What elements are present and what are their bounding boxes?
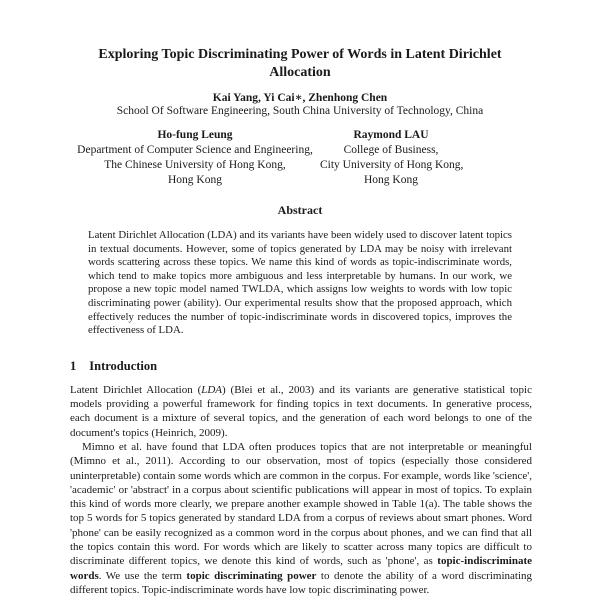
author-affiliation-line: The Chinese University of Hong Kong, xyxy=(104,159,286,171)
author-block-leung xyxy=(70,128,320,188)
author-block-lau xyxy=(320,128,462,188)
author-affiliation-line: College of Business, xyxy=(343,144,439,156)
author-affiliation-line: City University of Hong Kong, xyxy=(320,159,464,171)
affiliation-line: School Of Software Engineering, South China University of Technology, China xyxy=(116,105,484,117)
abstract-text: Latent Dirichlet Allocation (LDA) and its variants have been widely used to discover latent topics in textual documents. However, some of topics generated by LDA may be noisy with irrelevant words scattering across these topics. We name this kind of words as topic-indiscriminate words, which tend to make topics more ambiguous and less interpretable by humans. In our work, we propose a new topic model named TWLDA, which assigns low weights to words with low topic discriminating power (ability). Our experimental results show that the proposed approach, which effectively reduces the number of topic-indiscriminate words in discovered topics, improves the effectiveness of LDA. xyxy=(88,229,512,337)
author-name: Ho-fung Leung xyxy=(157,129,233,141)
author-affiliation-line: Hong Kong xyxy=(168,174,222,186)
section-heading-introduction xyxy=(70,359,600,374)
introduction-body xyxy=(70,383,532,597)
introduction-paragraph-1: Latent Dirichlet Allocation (LDA) (Blei et al., 2003) and its variants are generative statistical topic models providing a powerful framework for finding topics in text documents. In generative process, each document is a mixture of several topics, and the generation of each word belongs to one of the document's topics (Heinrich, 2009). xyxy=(70,383,532,439)
author-line: Kai Yang, Yi Cai∗, Zhenhong Chen xyxy=(212,92,388,104)
introduction-paragraph-2: Mimno et al. have found that LDA often produces topics that are not interpretable or meaningful (Mimno et al., 2011). According to our observation, most of topics (especially those considered uninterpretable) contain some words which are common in the corpus. For example, words like 'science', 'academic' or 'abstract' in a corpus about scientific publications will appear in most of topics. To explain this kind of words more clearly, we prepare another example showed in Table 1(a). The table shows the top 5 words for 5 topics generated by standard LDA from a corpus of reviews about smart phones. Word 'phone' can be easily recognized as a common word in the corpus about phones, and we can find that all the topics contain this word. For words which are likely to scatter across many topics are difficult to discriminate different topics, we denote this kind of words, such as 'phone', as topic-indiscriminate words. We use the term topic discriminating power to denote the ability of a word discriminating different topics. Topic-indiscriminate words have low topic discriminating power. xyxy=(70,440,533,596)
section-title: Introduction xyxy=(89,358,158,373)
author-affiliation-line: Department of Computer Science and Engineering, xyxy=(77,144,313,156)
author-name: Raymond LAU xyxy=(353,129,429,141)
section-number: 1 xyxy=(70,358,77,373)
author-columns xyxy=(70,128,600,188)
paper-title: Exploring Topic Discriminating Power of Words in Latent Dirichlet Allocation xyxy=(98,47,502,80)
abstract-heading: Abstract xyxy=(277,203,323,217)
author-affiliation-line: Hong Kong xyxy=(364,174,418,186)
